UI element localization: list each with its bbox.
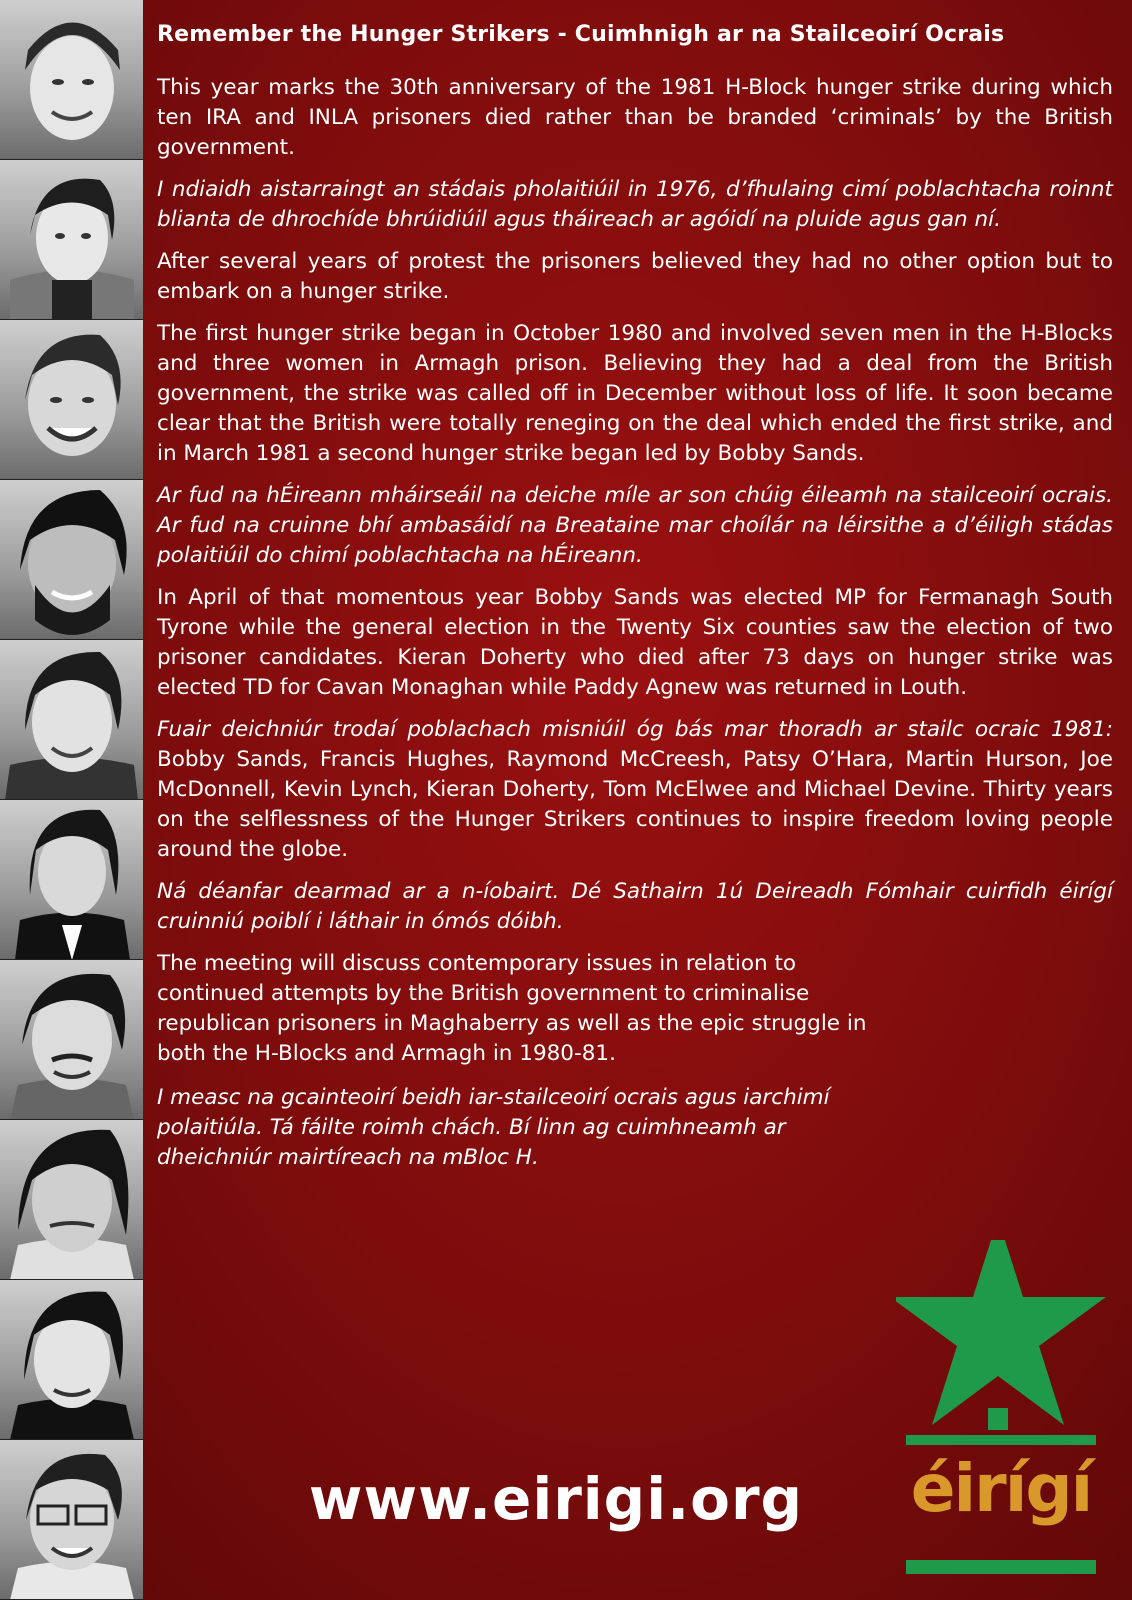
paragraph-en-1: This year marks the 30th anniversary of the 1981 H-Block hunger strike during which ten IRA and INLA prisoners died rather than be branded ‘criminals’ by the British government. — [157, 75, 1113, 160]
logo-text: éirígí — [910, 1450, 1092, 1527]
website-url[interactable]: www.eirigi.org — [308, 1465, 804, 1533]
names-intro: Fuair deichniúr trodaí poblachach misniúil óg bás mar thoradh ar stailc ocraic 1981: — [157, 717, 1113, 742]
paragraph-ga-2: Ar fud na hÉireann mháirseáil na deiche míle ar son chúig éileamh na stailceoirí ocrais. Ar fud na cruinne bhí ambasáidí na Breataine mar choílár na léirsithe a d’éiligh stádas polaitiúil do chimí poblachtacha na hÉireann. — [157, 483, 1113, 568]
paragraph-ga-1: I ndiaidh aistarraingt an stádais pholaitiúil in 1976, d’fhulaing cimí poblachtacha roinnt blianta de dhrochíde bhrúidiúil agus tháireach ar agóidí na pluide agus gan ní. — [157, 177, 1113, 232]
portrait-photo — [0, 1120, 143, 1280]
portrait-photo — [0, 640, 143, 800]
star-icon — [896, 1240, 1106, 1585]
portrait-photo — [0, 1440, 143, 1600]
eirigi-logo — [896, 1240, 1106, 1585]
portrait-column — [0, 0, 143, 1600]
paragraph-en-5: The meeting will discuss contemporary issues in relation to continued attempts by the British government to criminalise republican prisoners in Maghaberry as well as the epic struggle in both the H-Blocks and Armagh in 1980-81. — [157, 951, 867, 1066]
portrait-photo — [0, 480, 143, 640]
article — [157, 22, 1113, 1185]
portrait-photo — [0, 960, 143, 1120]
paragraph-en-4: In April of that momentous year Bobby Sands was elected MP for Fermanagh South Tyrone while the general election in the Twenty Six counties saw the election of two prisoner candidates. Kieran Doherty who died after 73 days on hunger strike was elected TD for Cavan Monaghan while Paddy Agnew was returned in Louth. — [157, 585, 1113, 700]
portrait-photo — [0, 0, 143, 160]
paragraph-names — [157, 715, 1113, 865]
portrait-photo — [0, 160, 143, 320]
portrait-photo — [0, 800, 143, 960]
portrait-photo — [0, 1280, 143, 1440]
paragraph-en-3: The first hunger strike began in October 1980 and involved seven men in the H-Blocks and three women in Armagh prison. Believing they had a deal from the British government, the strike was called off in December without loss of life. It soon became clear that the British were totally reneging on the deal which ended the first strike, and in March 1981 a second hunger strike began led by Bobby Sands. — [157, 321, 1113, 466]
portrait-photo — [0, 320, 143, 480]
paragraph-ga-4: I measc na gcainteoirí beidh iar-stailceoirí ocrais agus iarchimí polaitiúla. Tá fáilte roimh chách. Bí linn ag cuimhneamh ar dheichniúr mairtíreach na mBloc H. — [157, 1085, 830, 1170]
page-title: Remember the Hunger Strikers - Cuimhnigh ar na Stailceoirí Ocrais — [157, 22, 1005, 47]
names-list: Bobby Sands, Francis Hughes, Raymond McCreesh, Patsy O’Hara, Martin Hurson, Joe McDonnell, Kevin Lynch, Kieran Doherty, Tom McElwee and Michael Devine. Thirty years on the selflessness of the Hunger Strikers continues to inspire freedom loving people around the globe. — [157, 747, 1113, 862]
paragraph-ga-3: Ná déanfar dearmad ar a n-íobairt. Dé Sathairn 1ú Deireadh Fómhair cuirfidh éirígí cruinniú poiblí i láthair in ómós dóibh. — [157, 879, 1113, 934]
paragraph-en-2: After several years of protest the prisoners believed they had no other option but to embark on a hunger strike. — [157, 249, 1113, 304]
